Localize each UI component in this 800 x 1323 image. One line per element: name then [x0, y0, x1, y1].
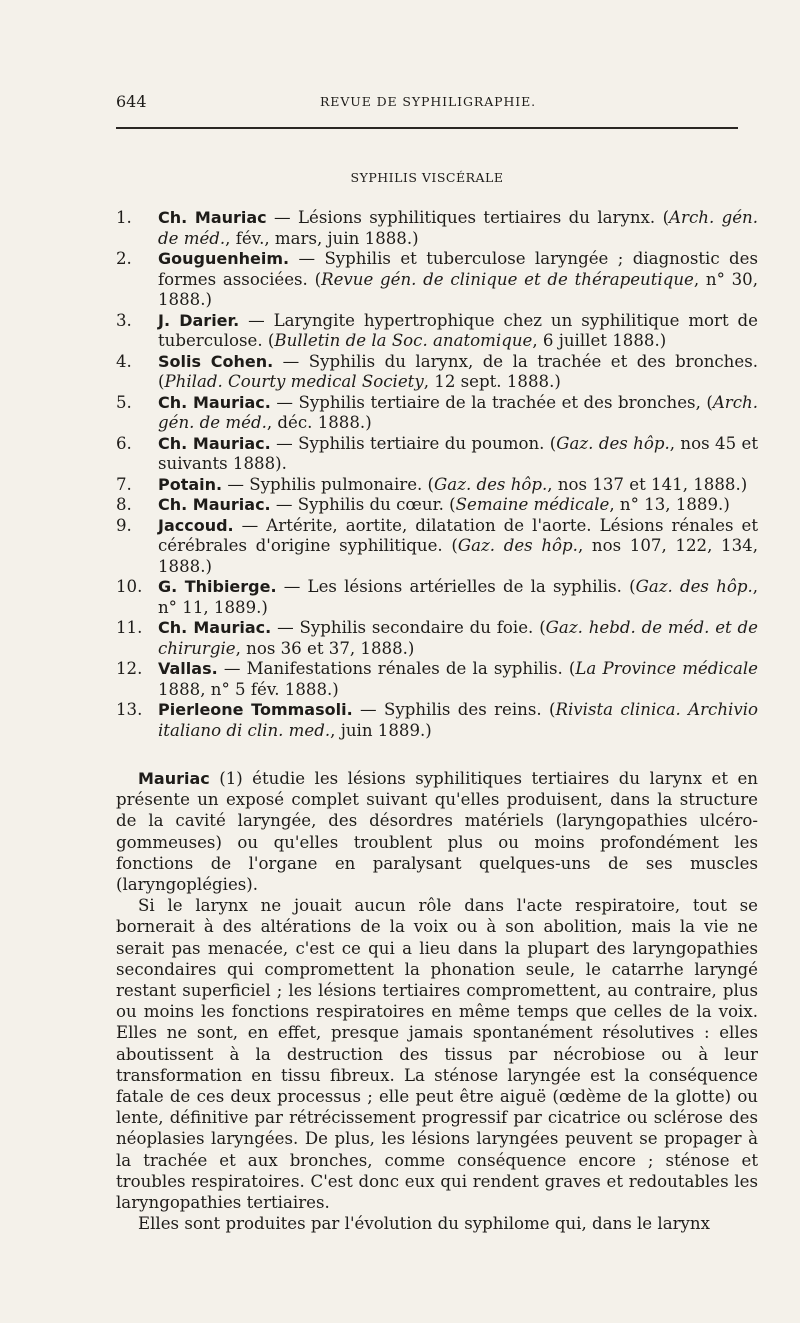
reference-number: 12. [116, 659, 143, 678]
paragraph-text: (1) étudie les lésions syphilitiques tertiaires du larynx et en présente un exposé complet suivant qu'elles produisent, dans la structure de la cavité laryngée, des désordres matériels (laryngopathies ulcéro-gommeuses) ou qu'elles troublent plus ou moins profondément les fonctions de l'organe en paralysant quelques-uns de ses muscles (laryngoplégies). [116, 769, 758, 895]
reference-tail: 1888, n° 5 fév. 1888.) [158, 679, 339, 699]
reference-item [116, 495, 758, 516]
reference-number: 13. [116, 700, 143, 719]
reference-number: 2. [116, 249, 132, 268]
reference-text: — Syphilis du cœur. ( [270, 495, 456, 514]
reference-text: — Syphilis du larynx, de la trachée et des bronches. ( [158, 351, 758, 391]
reference-author: Ch. Mauriac. [158, 433, 271, 453]
reference-source: Gaz. des hôp. [556, 433, 670, 453]
reference-number: 8. [116, 495, 132, 514]
reference-text: — Syphilis tertiaire de la trachée et des bronches, ( [270, 392, 713, 412]
paragraph-text: Elles sont produites par l'évolution du syphilome qui, dans le larynx [138, 1214, 710, 1234]
reference-author: G. Thibierge. [158, 577, 277, 596]
reference-tail: , nos 36 et 37, 1888.) [235, 638, 415, 658]
reference-tail: , nos 107, 122, 134, 1888.) [158, 536, 758, 576]
journal-title: REVUE DE SYPHILIGRAPHIE. [320, 94, 536, 109]
reference-source: Gaz. des hôp. [457, 536, 578, 555]
reference-text: — Syphilis tertiaire du poumon. ( [270, 433, 557, 453]
reference-text: — Syphilis et tuberculose laryngée ; diagnostic des formes associées. ( [158, 249, 758, 289]
reference-tail: , n° 11, 1889.) [158, 577, 759, 617]
reference-author: Ch. Mauriac. [158, 618, 272, 637]
paragraph [116, 895, 758, 1213]
reference-source: Gaz. des hôp. [635, 577, 753, 596]
reference-number: 4. [116, 351, 132, 371]
reference-source: Rivista clinica. Archivio italiano di clin. med. [158, 700, 758, 740]
reference-author: Gouguenheim. [158, 249, 290, 268]
reference-item [116, 249, 758, 311]
running-head [116, 92, 740, 116]
reference-text: — Syphilis secondaire du foie. ( [271, 618, 546, 637]
reference-item [116, 311, 758, 352]
paragraph-text: Si le larynx ne jouait aucun rôle dans l'acte respiratoire, tout se bornerait à des altérations de la voix ou à son abolition, mais la vie ne serait pas menacée, c'est ce qui a lieu dans la plupart des laryngopathies secondaires qui compromettent la phonation seule, le catarrhe laryngé restant superficiel ; les lésions tertiaires compromettent, au contraire, plus ou moins les fonctions respiratoires en même temps que celles de la voix. Elles ne sont, en effet, presque jamais spontanément résolutives : elles aboutissent à la destruction des tissus par nécrobiose ou à leur transformation en tissu fibreux. La sténose laryngée est la conséquence fatale de ces deux processus ; elle peut être aiguë (œdème de la glotte) ou lente, définitive par rétrécissement progressif par cicatrice ou sclérose des néoplasies laryngées. De plus, les lésions laryngées peuvent se propager à la trachée et aux bronches, comme conséquence encore ; sténose et troubles respiratoires. C'est donc eux qui rendent graves et redoutables les laryngopathies tertiaires. [116, 896, 758, 1213]
reference-author: Pierleone Tommasoli. [158, 700, 353, 719]
reference-number: 11. [116, 618, 143, 637]
reference-source: Arch. gén. de méd. [158, 392, 758, 432]
reference-author: Jaccoud. [158, 515, 234, 535]
reference-text: — Syphilis des reins. ( [352, 700, 556, 719]
reference-item [116, 618, 758, 659]
reference-number: 9. [116, 515, 132, 535]
reference-source: Gaz. hebd. de méd. et de chirurgie [158, 618, 758, 658]
reference-number: 1. [116, 208, 132, 227]
reference-source: Revue gén. de clinique et de thérapeutique [321, 269, 694, 289]
reference-item [116, 393, 758, 434]
reference-item [116, 516, 758, 578]
reference-text: — Les lésions artérielles de la syphilis. ( [276, 577, 636, 596]
reference-item [116, 659, 758, 700]
paragraph [116, 768, 758, 895]
reference-author: Ch. Mauriac [158, 208, 267, 227]
reference-tail: , juin 1889.) [330, 720, 432, 740]
reference-source: Bulletin de la Soc. anatomique [274, 331, 533, 350]
reference-tail: , n° 30, 1888.) [158, 269, 759, 309]
reference-number: 10. [116, 577, 143, 596]
reference-item [116, 700, 758, 741]
reference-item [116, 577, 758, 618]
reference-tail: , 12 sept. 1888.) [423, 372, 561, 391]
reference-author: Vallas. [158, 659, 218, 678]
reference-text: — Laryngite hypertrophique chez un syphilitique mort de tuberculose. ( [158, 310, 758, 350]
reference-text: — Lésions syphilitiques tertiaires du larynx. ( [266, 208, 670, 227]
paragraph-lead: Mauriac [138, 769, 210, 788]
reference-text: — Manifestations rénales de la syphilis. ( [217, 659, 576, 678]
reference-author: Potain. [158, 474, 223, 494]
reference-tail: , nos 137 et 141, 1888.) [547, 474, 748, 494]
reference-source: Semaine médicale [455, 495, 610, 514]
reference-tail: , n° 13, 1889.) [609, 495, 730, 514]
reference-tail: , 6 juillet 1888.) [532, 331, 667, 350]
reference-author: Ch. Mauriac. [158, 392, 271, 412]
header-rule [116, 127, 738, 129]
reference-number: 6. [116, 433, 132, 453]
reference-source: Arch. gén. de méd. [158, 208, 759, 248]
reference-tail: , déc. 1888.) [266, 413, 372, 432]
page-number: 644 [116, 92, 147, 111]
reference-author: Solis Cohen. [158, 351, 274, 371]
reference-number: 7. [116, 474, 132, 494]
reference-source: Philad. Courty medical Society [164, 372, 424, 391]
reference-author: Ch. Mauriac. [158, 495, 271, 514]
reference-source: Gaz. des hôp. [434, 474, 548, 494]
body-text [116, 768, 758, 1234]
reference-number: 3. [116, 310, 132, 330]
reference-item [116, 475, 758, 496]
reference-item [116, 434, 758, 475]
bibliography-list [116, 208, 758, 741]
reference-text: — Syphilis pulmonaire. ( [222, 474, 435, 494]
reference-item [116, 352, 758, 393]
reference-source: La Province médicale [575, 659, 758, 678]
reference-number: 5. [116, 392, 132, 412]
reference-tail: , nos 45 et suivants 1888). [158, 433, 759, 473]
reference-text: — Artérite, aortite, dilatation de l'aorte. Lésions rénales et cérébrales d'origine syphilitique. ( [158, 515, 758, 555]
reference-author: J. Darier. [158, 310, 240, 330]
paragraph [116, 1213, 758, 1234]
section-title: SYPHILIS VISCÉRALE [350, 170, 504, 185]
reference-item [116, 208, 758, 249]
reference-tail: , fév., mars, juin 1888.) [225, 228, 419, 248]
